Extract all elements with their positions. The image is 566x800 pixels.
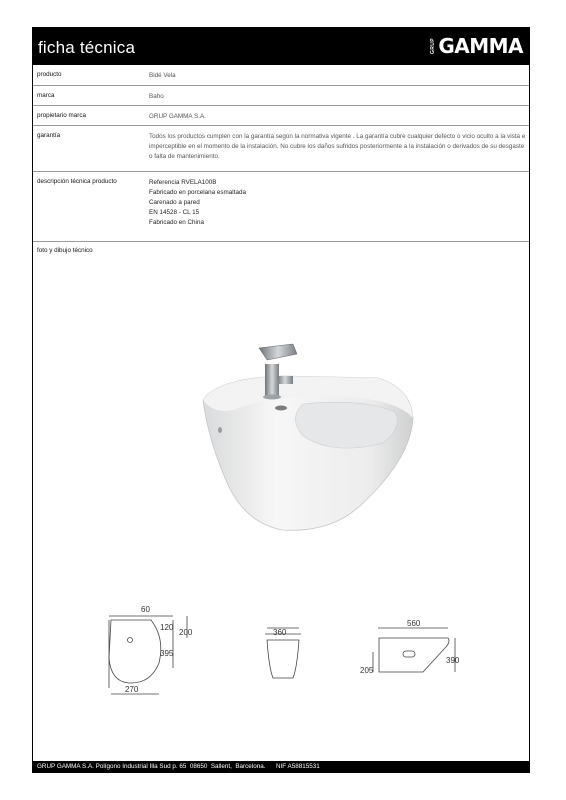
row-descripcion (33, 171, 529, 242)
row-producto (33, 65, 529, 85)
dim-200: 200 (179, 628, 193, 637)
footer-bar: GRUP GAMMA S.A. Polígono Industrial Illa Sud p. 65 08650 Sallent, Barcelona. NIF A58815531 (33, 761, 529, 772)
tech-line: EN 14528 - CL 15 (149, 209, 200, 216)
page-title: ficha técnica (38, 38, 136, 57)
dim-60: 60 (141, 605, 150, 614)
tech-lines (149, 178, 527, 228)
brand-logo (430, 35, 523, 57)
row-value: Bidé Vela (149, 72, 176, 79)
row-label: producto (37, 71, 62, 78)
row-value: Baho (149, 93, 164, 100)
row-marca (33, 85, 529, 106)
tech-line: Carenado a pared (149, 199, 200, 206)
dim-205: 205 (360, 666, 374, 675)
row-label: garantía (37, 132, 61, 139)
dim-390: 390 (446, 656, 460, 665)
top-view-drawing (109, 616, 187, 694)
tech-line: Referencia RVELA100B (149, 179, 217, 186)
dim-270: 270 (125, 685, 139, 694)
dim-395: 395 (160, 649, 174, 658)
tech-line: Fabricado en China (149, 219, 204, 226)
logo-name-text: GAMMA (438, 34, 523, 58)
logo-grup-text: GRUP (430, 37, 437, 55)
dim-360: 360 (273, 628, 287, 637)
photo-section-label: foto y dibujo técnico (37, 247, 93, 254)
header-bar (33, 28, 529, 65)
technical-sheet (32, 27, 530, 773)
row-garantia (33, 125, 529, 172)
row-propietario (33, 105, 529, 126)
side-view-drawing (373, 628, 455, 672)
row-label: propietario marca (37, 112, 86, 119)
tech-line: Fabricado en porcelana esmaltada (149, 189, 246, 196)
technical-drawing (103, 598, 483, 708)
bidet-photo (163, 318, 423, 538)
row-value: GRUP GAMMA S.A. (149, 113, 206, 120)
row-label: descripción técnica producto (37, 178, 117, 185)
dim-120: 120 (160, 623, 174, 632)
row-value: Todos los productos cumplen con la garantía según la normativa vigente . La garantía cubre cualquier defecto o vicio oculto a la vista e imperceptible en el momento de la instalación. No cubre los daños sufridos posteriormente a la instalación o derivados de su desgaste o falta de mantenimiento. (149, 133, 526, 160)
row-label: marca (37, 92, 55, 99)
dim-560: 560 (407, 619, 421, 628)
